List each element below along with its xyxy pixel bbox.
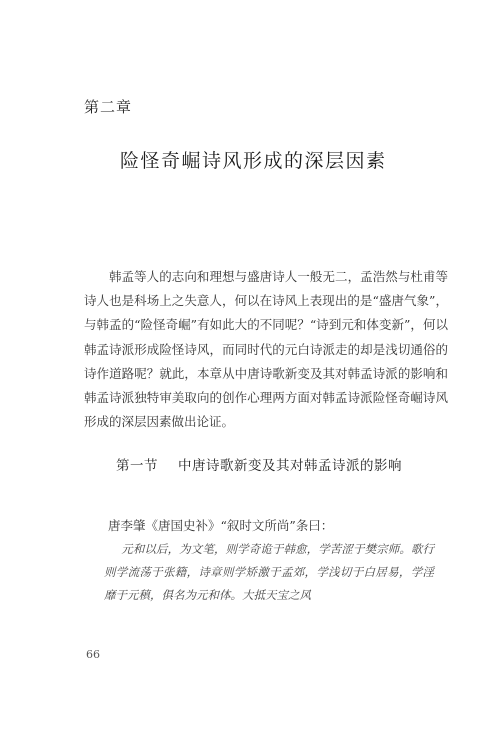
quote-intro: 唐李肇《唐国史补》“叙时文所尚”条曰： xyxy=(108,518,334,533)
section-number: 第一节 xyxy=(116,458,158,474)
chapter-label: 第二章 xyxy=(84,98,133,116)
chapter-title: 险怪奇崛诗风形成的深层因素 xyxy=(120,150,387,172)
section-title: 中唐诗歌新变及其对韩孟诗派的影响 xyxy=(178,458,402,474)
section-heading xyxy=(116,454,402,474)
intro-paragraph: 韩孟等人的志向和理想与盛唐诗人一般无二，孟浩然与杜甫等诗人也是科场上之失意人，何以在诗风上表现出的是“盛唐气象”，与韩孟的“险怪奇崛”有如此大的不同呢？“诗到元和体变新”，何以韩孟诗派形成险怪诗风，而同时代的元白诗派走的却是浅切通俗的诗作道路呢？就此，本章从中唐诗歌新变及其对韩孟诗派的影响和韩孟诗派独特审美取向的创作心理两方面对韩孟诗派险怪奇崛诗风形成的深层因素做出论证。 xyxy=(84,269,448,430)
block-quote: 元和以后，为文笔，则学奇诡于韩愈，学苦涩于樊宗师。歌行则学流荡于张籍，诗章则学矫激于孟郊，学浅切于白居易，学淫靡于元稹，俱名为元和体。大抵天宝之风 xyxy=(104,542,434,602)
page-number: 66 xyxy=(86,648,100,661)
